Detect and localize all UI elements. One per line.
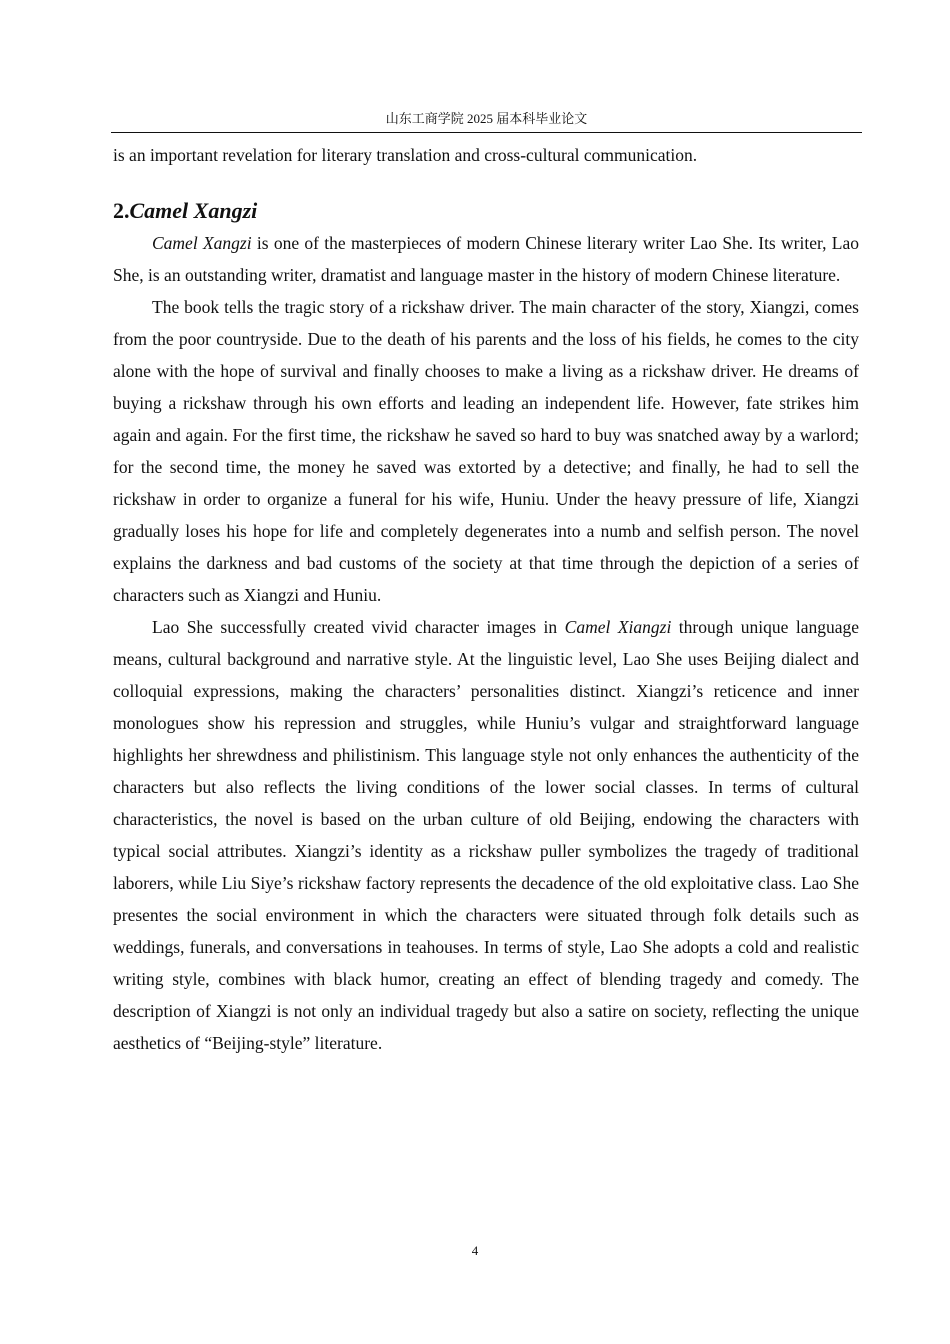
page-number: 4 [471, 1243, 479, 1258]
paragraph-3-after: through unique language means, cultural background and narrative style. At the linguistic level, Lao She uses Beijing dialect and colloquial expressions, making the characters’ personalities distinct. Xiangzi’s reticence and inner monologues show his repression and struggles, while Huniu’s vulgar and straightforward language highlights her shrewdness and philistinism. This language style not only enhances the authenticity of the characters but also reflects the living conditions of the lower social classes. In terms of cultural characteristics, the novel is based on the urban culture of old Beijing, endowing the characters with typical social attributes. Xiangzi’s identity as a rickshaw puller symbolizes the tragedy of traditional laborers, while Liu Siye’s rickshaw factory represents the decadence of the old exploitative class. Lao She presentes the social environment in which the characters were situated through folk details such as weddings, funerals, and conversations in teahouses. In terms of style, Lao She adopts a cold and realistic writing style, combines with black humor, creating an effect of blending tragedy and comedy. The description of Xiangzi is not only an individual tragedy but also a satire on society, reflecting the unique aesthetics of “Beijing-style” literature. [113, 617, 860, 1053]
continued-paragraph: is an important revelation for literary translation and cross-cultural communication. [113, 145, 698, 165]
book-title-italic: Camel Xiangzi [564, 617, 672, 637]
paragraph-3 [113, 611, 859, 1059]
running-header: 山东工商学院 2025 届本科毕业论文 [385, 111, 588, 126]
section-heading [113, 195, 859, 227]
section-title: Camel Xangzi [129, 198, 258, 223]
paragraph-3-before: Lao She successfully created vivid character images in [152, 617, 565, 637]
book-title-italic: Camel Xangzi [152, 233, 252, 253]
paragraph-2: The book tells the tragic story of a rickshaw driver. The main character of the story, Xiangzi, comes from the poor countryside. Due to the death of his parents and the loss of his fields, he comes to the city alone with the hope of survival and finally chooses to make a living as a rickshaw driver. He dreams of buying a rickshaw through his own efforts and leading an independent life. However, fate strikes him again and again. For the first time, the rickshaw he saved so hard to buy was snatched away by a warlord; for the second time, the money he saved was extorted by a detective; and finally, he had to sell the rickshaw in order to organize a funeral for his wife, Huniu. Under the heavy pressure of life, Xiangzi gradually loses his hope for life and completely degenerates into a numb and selfish person. The novel explains the darkness and bad customs of the society at that time through the depiction of a series of characters such as Xiangzi and Huniu. [113, 297, 859, 605]
header-rule [111, 132, 862, 133]
paragraph-1-text: is one of the masterpieces of modern Chinese literary writer Lao She. Its writer, Lao She, is an outstanding writer, dramatist and language master in the history of modern Chinese literature. [113, 233, 859, 285]
paragraph-1 [113, 227, 859, 291]
section-number: 2. [113, 198, 130, 223]
body-text [113, 139, 859, 1059]
